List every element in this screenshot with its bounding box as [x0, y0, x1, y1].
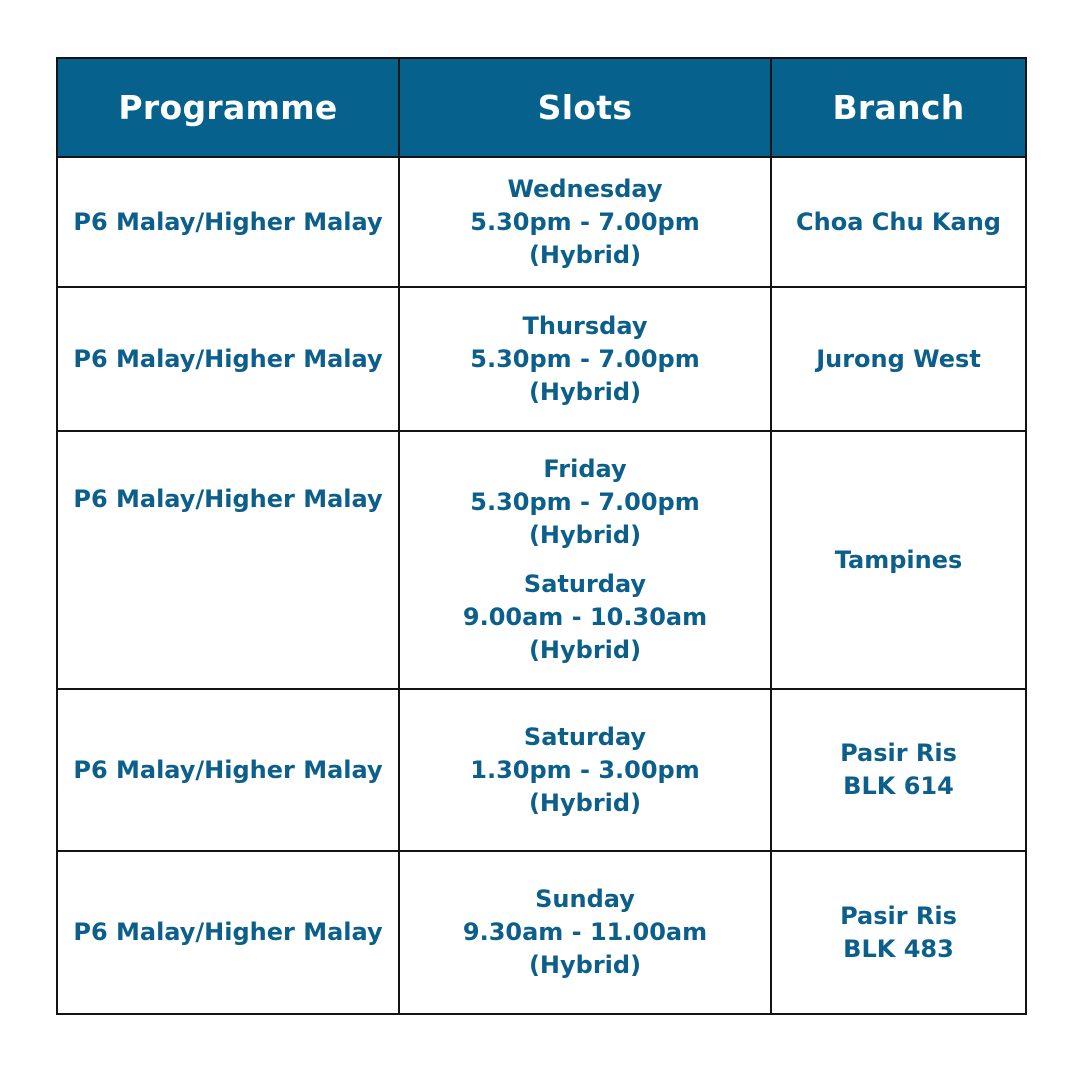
programme-cell: P6 Malay/Higher Malay	[57, 851, 399, 1014]
slot-day: Friday	[543, 455, 627, 483]
slot-block	[408, 568, 762, 667]
header-slots: Slots	[399, 58, 771, 157]
branch-block: BLK 614	[843, 772, 954, 800]
branch-cell	[771, 851, 1026, 1014]
slot-day: Wednesday	[507, 174, 663, 203]
branch-block: BLK 483	[843, 934, 954, 963]
schedule-table	[56, 57, 1027, 1015]
programme-cell: P6 Malay/Higher Malay	[57, 157, 399, 287]
slot-time: 5.30pm - 7.00pm	[470, 207, 700, 236]
slot-block	[408, 721, 762, 820]
slot-day: Saturday	[523, 722, 647, 751]
slot-time: 1.30pm - 3.00pm	[470, 755, 700, 784]
table-row	[57, 431, 1026, 689]
header-branch: Branch	[771, 58, 1026, 157]
slot-mode: (Hybrid)	[528, 240, 642, 269]
branch-cell	[771, 157, 1026, 287]
header-programme: Programme	[57, 58, 399, 157]
slots-cell	[399, 157, 771, 287]
slot-block	[408, 310, 762, 409]
header-row	[57, 58, 1026, 157]
slot-day: Sunday	[535, 885, 635, 913]
table-row	[57, 157, 1026, 287]
slots-cell	[399, 689, 771, 851]
branch-cell	[771, 689, 1026, 851]
programme-cell: P6 Malay/Higher Malay	[57, 431, 399, 689]
slot-time: 9.30am - 11.00am	[462, 918, 708, 946]
branch-name: Tampines	[834, 545, 963, 574]
slot-time: 5.30pm - 7.00pm	[470, 344, 700, 373]
slots-cell	[399, 431, 771, 689]
branch-name: Pasir Ris	[840, 901, 957, 930]
slot-mode: (Hybrid)	[528, 377, 642, 406]
branch-cell	[771, 431, 1026, 689]
slot-day: Saturday	[523, 570, 647, 598]
slot-block	[408, 173, 762, 272]
programme-cell: P6 Malay/Higher Malay	[57, 287, 399, 431]
branch-name: Jurong West	[816, 344, 981, 373]
slot-time: 9.00am - 10.30am	[462, 603, 708, 631]
branch-cell	[771, 287, 1026, 431]
table-row	[57, 689, 1026, 851]
table-row	[57, 851, 1026, 1014]
programme-cell: P6 Malay/Higher Malay	[57, 689, 399, 851]
table-row	[57, 287, 1026, 431]
slot-mode: (Hybrid)	[528, 788, 642, 817]
slot-mode: (Hybrid)	[528, 951, 642, 979]
slot-day: Thursday	[522, 311, 648, 340]
slot-block	[408, 883, 762, 982]
slot-block	[408, 453, 762, 552]
slots-cell	[399, 287, 771, 431]
slot-mode: (Hybrid)	[528, 636, 642, 664]
branch-name: Choa Chu Kang	[796, 207, 1001, 236]
slot-mode: (Hybrid)	[528, 521, 642, 549]
branch-name: Pasir Ris	[840, 739, 957, 767]
slots-cell	[399, 851, 771, 1014]
slot-time: 5.30pm - 7.00pm	[470, 488, 700, 516]
